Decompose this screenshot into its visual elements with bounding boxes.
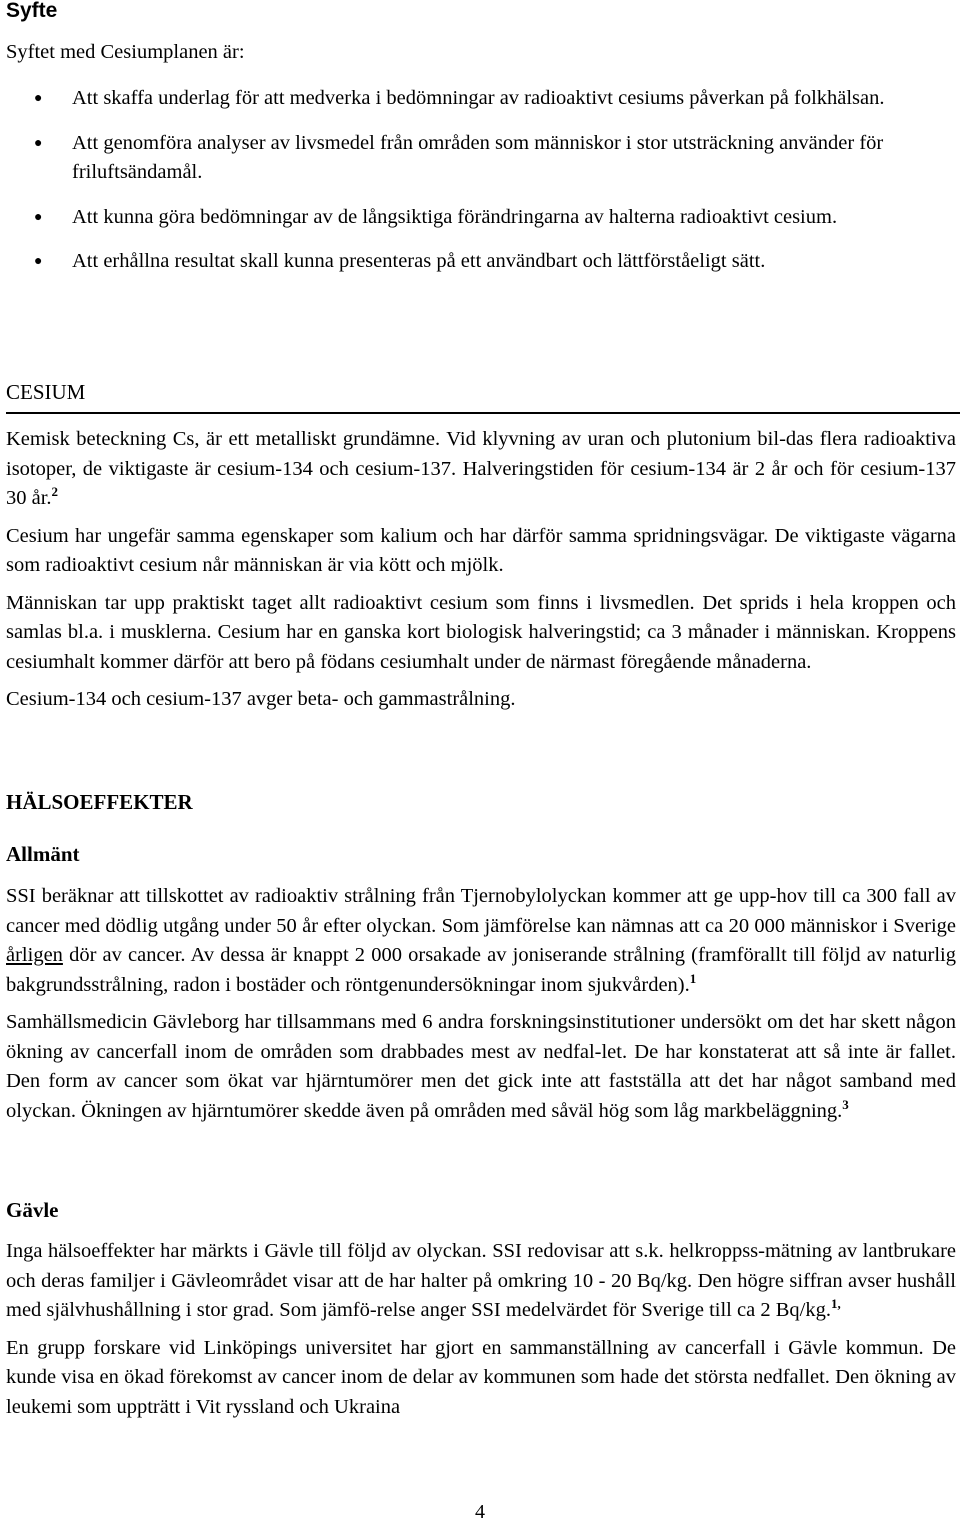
- allmant-section: [6, 882, 956, 1134]
- list-item: [6, 203, 954, 233]
- cesium-paragraph-2: Cesium har ungefär samma egenskaper som kalium och har därför samma spridningsvägar. De viktigaste vägarna som radioaktivt cesium når människan är via kött och mjölk.: [6, 524, 956, 576]
- syfte-intro: Syftet med Cesiumplanen är:: [6, 41, 245, 63]
- page-number: 4: [475, 1501, 485, 1523]
- footnote-ref[interactable]: 3: [842, 1096, 849, 1112]
- paragraph-text: dör av cancer. Av dessa är knappt 2 000 orsakade av joniserande strålning (framförallt till följd av naturlig bakgrundsstrålning, radon i bostäder och röntgenundersökningar inom sjukvården).: [6, 944, 956, 996]
- cesium-paragraph-4: Cesium-134 och cesium-137 avger beta- och gammastrålning.: [6, 688, 516, 710]
- cesium-paragraph-1: [6, 425, 956, 514]
- paragraph-text: SSI beräknar att tillskottet av radioaktiv strålning från Tjernobylolyckan kommer att ge upp-hov till ca 300 fall av cancer med dödlig utgång under 50 år efter olyckan. Som jämförelse kan nämnas att ca 20 000 människor i Sverige: [6, 885, 956, 937]
- underlined-word: årligen: [6, 944, 63, 966]
- cesium-heading: CESIUM: [6, 380, 86, 404]
- gavle-heading: Gävle: [6, 1198, 59, 1222]
- gavle-paragraph-1: [6, 1237, 956, 1326]
- bullet-icon: ●: [34, 209, 43, 225]
- cesium-section: [6, 425, 956, 723]
- footnote-ref[interactable]: 1,: [830, 1296, 841, 1312]
- allmant-paragraph-2: [6, 1008, 956, 1126]
- bullet-icon: ●: [34, 254, 43, 269]
- goal-text: Att erhållna resultat skall kunna presenteras på ett användbart och lättförståeligt sätt.: [72, 250, 766, 272]
- goal-text: Att genomföra analyser av livsmedel från områden som människor i stor utsträckning använder för friluftsändamål.: [72, 131, 884, 183]
- goal-text: Att skaffa underlag för att medverka i bedömningar av radioaktivt cesiums påverkan på folkhälsan.: [72, 87, 885, 109]
- list-item: [6, 84, 954, 114]
- paragraph-text: Samhällsmedicin Gävleborg har tillsammans med 6 andra forskningsinstitutioner undersökt om det har skett någon ökning av cancerfall inom de områden som drabbades mest av nedfal-let. De har konstaterat att så inte är fallet. Den form av cancer som ökat var hjärntumörer men det gick inte att fastställa att det har något samband med olyckan. Ökningen av hjärntumörer skedde även på områden med såväl hög som låg markbeläggning.: [6, 1011, 956, 1122]
- footnote-ref[interactable]: 2: [51, 484, 59, 500]
- halsoeffekter-heading: HÄLSOEFFEKTER: [6, 790, 193, 814]
- paragraph-text: Inga hälsoeffekter har märkts i Gävle till följd av olyckan. SSI redovisar att s.k. helkroppss-mätning av lantbrukare och deras familjer i Gävleområdet visar att de har halter på omkring 10 - 20 Bq/kg. Den högre siffran avser hushåll med självhushållning i stor grad. Som jämfö-relse anger SSI medelvärdet för Sverige till ca 2 Bq/kg.: [6, 1240, 956, 1321]
- bullet-icon: ●: [34, 135, 43, 151]
- list-item: [6, 129, 954, 188]
- list-item: [6, 247, 954, 277]
- gavle-paragraph-2: En grupp forskare vid Linköpings universitet har gjort en sammanställning av cancerfall i Gävle kommun. De kunde visa en ökad förekomst av cancer inom de delar av kommunen som hade det största nedfallet. Den ökning av leukemi som uppträtt i Vit ryssland och Ukraina: [6, 1336, 956, 1418]
- allmant-paragraph-1: [6, 882, 956, 1000]
- bullet-icon: ●: [34, 91, 43, 106]
- goals-list: [6, 84, 954, 292]
- footnote-ref[interactable]: 1: [689, 970, 697, 986]
- section-divider: [6, 412, 960, 414]
- allmant-heading: Allmänt: [6, 842, 80, 866]
- paragraph-text: Kemisk beteckning Cs, är ett metalliskt grundämne. Vid klyvning av uran och plutonium bil-das flera radioaktiva isotoper, de viktigaste är cesium-134 och cesium-137. Halveringstiden för cesium-134 är 2 år och för cesium-137 30 år.: [6, 428, 956, 509]
- gavle-section: [6, 1237, 956, 1430]
- syfte-heading: Syfte: [6, 0, 58, 22]
- goal-text: Att kunna göra bedömningar av de långsiktiga förändringarna av halterna radioaktivt cesium.: [72, 205, 838, 228]
- cesium-paragraph-3: Människan tar upp praktiskt taget allt radioaktivt cesium som finns i livsmedlen. Det sprids i hela kroppen och samlas bl.a. i musklerna. Cesium har en ganska kort biologisk halveringstid; ca 3 månader i människan. Kroppens cesiumhalt kommer därför att bero på födans cesiumhalt under de närmast föregående månaderna.: [6, 591, 956, 673]
